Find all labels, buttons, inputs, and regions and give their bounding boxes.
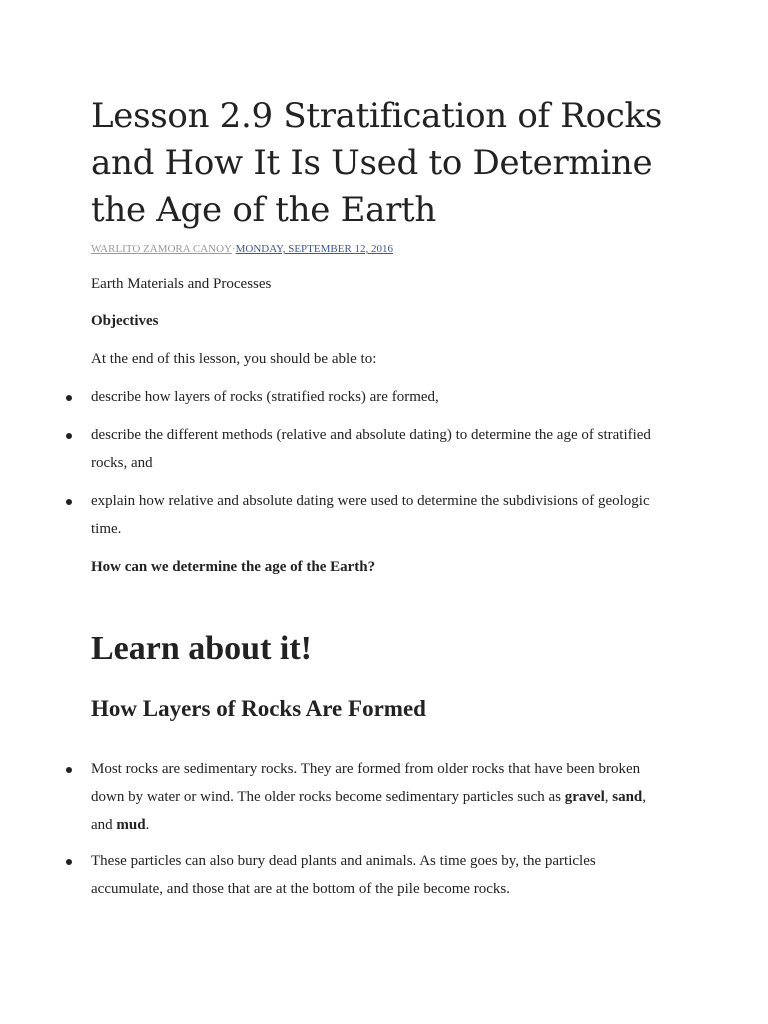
term-separator: , bbox=[604, 789, 613, 805]
objective-item: describe the different methods (relative and absolute dating) to determine the age of stratified rocks, and bbox=[91, 427, 651, 471]
section-point bbox=[91, 755, 671, 839]
meta-separator: · bbox=[231, 243, 236, 255]
date-link[interactable]: MONDAY, SEPTEMBER 12, 2016 bbox=[235, 243, 394, 255]
term-sand: sand bbox=[612, 789, 643, 805]
learn-heading: Learn about it! bbox=[91, 630, 312, 667]
term-mud: mud bbox=[116, 817, 146, 833]
term-gravel: gravel bbox=[564, 789, 605, 805]
objective-item: explain how relative and absolute dating were used to determine the subdivisions of geologic time. bbox=[91, 493, 650, 537]
bullet-icon bbox=[66, 859, 72, 865]
objectives-intro: At the end of this lesson, you should be able to: bbox=[91, 351, 377, 367]
question-line: How can we determine the age of the Earth? bbox=[91, 559, 376, 575]
subject-line: Earth Materials and Processes bbox=[91, 276, 272, 292]
bullet-icon bbox=[66, 499, 72, 505]
term-separator: , and bbox=[91, 789, 647, 833]
bullet-icon bbox=[66, 767, 72, 773]
term-period: . bbox=[145, 817, 150, 833]
section-point: These particles can also bury dead plants and animals. As time goes by, the particles accumulate, and those that are at the bottom of the pile become rocks. bbox=[91, 853, 596, 897]
bullet-icon bbox=[66, 433, 72, 439]
section-point-text: Most rocks are sedimentary rocks. They are formed from older rocks that have been broken down by water or wind. The older rocks become sedimentary particles such as bbox=[91, 761, 641, 805]
article-meta bbox=[91, 242, 393, 256]
objectives-heading: Objectives bbox=[91, 313, 159, 329]
author-link[interactable]: WARLITO ZAMORA CANOY bbox=[91, 243, 232, 255]
section-heading: How Layers of Rocks Are Formed bbox=[91, 696, 426, 721]
bullet-icon bbox=[66, 395, 72, 401]
objective-item: describe how layers of rocks (stratified rocks) are formed, bbox=[91, 389, 439, 405]
article-title: Lesson 2.9 Stratification of Rocks and How It Is Used to Determine the Age of the Earth bbox=[91, 96, 662, 230]
